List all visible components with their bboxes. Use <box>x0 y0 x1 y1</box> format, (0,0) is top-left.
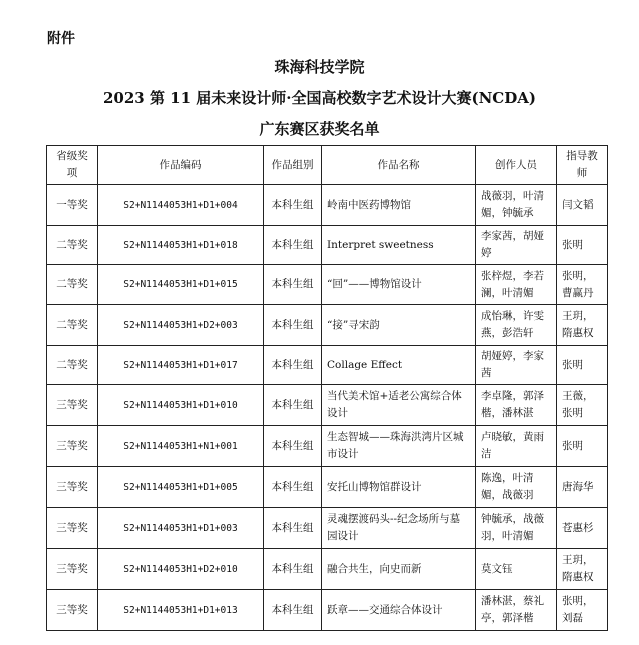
group-cell: 本科生组 <box>264 185 322 226</box>
award-cell: 三等奖 <box>47 549 98 590</box>
code-cell: S2+N1144053H1+D2+003 <box>98 305 264 346</box>
creators-cell: 胡娅婷，李家茜 <box>476 346 557 385</box>
creators-cell: 李卓隆，郭泽楷，潘林湛 <box>476 385 557 426</box>
creators-cell: 李家茜，胡娅婷 <box>476 226 557 265</box>
school-title: 珠海科技学院 <box>274 58 365 76</box>
group-cell: 本科生组 <box>264 426 322 467</box>
code-cell: S2+N1144053H1+N1+001 <box>98 426 264 467</box>
work-name-cell: 跃章——交通综合体设计 <box>322 590 476 631</box>
creators-cell: 钟毓承，战薇羽，叶清媚 <box>476 508 557 549</box>
table-row <box>47 265 608 305</box>
award-cell: 三等奖 <box>47 426 98 467</box>
creators-cell: 潘林湛，蔡礼亭，郭泽楷 <box>476 590 557 631</box>
table-row <box>47 549 608 590</box>
code-cell: S2+N1144053H1+D1+015 <box>98 265 264 305</box>
table-header-row <box>47 146 608 185</box>
header-advisor: 指导教师 <box>557 146 608 185</box>
work-name-cell: 生态智城——珠海洪湾片区城市设计 <box>322 426 476 467</box>
advisor-cell: 苍惠杉 <box>557 508 608 549</box>
advisor-cell: 张明 <box>557 426 608 467</box>
group-cell: 本科生组 <box>264 467 322 508</box>
creators-cell: 卢晓敏，黄雨洁 <box>476 426 557 467</box>
advisor-cell: 张明 <box>557 346 608 385</box>
table-row <box>47 385 608 426</box>
work-name-cell: 融合共生，向史而新 <box>322 549 476 590</box>
header-work-name: 作品名称 <box>322 146 476 185</box>
attachment-label: 附件 <box>47 31 75 47</box>
creators-cell: 成怡琳，许雯燕，彭浩轩 <box>476 305 557 346</box>
group-cell: 本科生组 <box>264 385 322 426</box>
table-row <box>47 467 608 508</box>
header-award: 省级奖项 <box>47 146 98 185</box>
code-cell: S2+N1144053H1+D1+018 <box>98 226 264 265</box>
table-row <box>47 508 608 549</box>
group-cell: 本科生组 <box>264 346 322 385</box>
group-cell: 本科生组 <box>264 508 322 549</box>
advisor-cell: 王玥，隋惠权 <box>557 305 608 346</box>
table-row <box>47 305 608 346</box>
group-cell: 本科生组 <box>264 226 322 265</box>
award-cell: 二等奖 <box>47 226 98 265</box>
award-cell: 二等奖 <box>47 265 98 305</box>
award-cell: 三等奖 <box>47 508 98 549</box>
header-group: 作品组别 <box>264 146 322 185</box>
award-cell: 一等奖 <box>47 185 98 226</box>
advisor-cell: 张明，曹赢丹 <box>557 265 608 305</box>
group-cell: 本科生组 <box>264 549 322 590</box>
code-cell: S2+N1144053H1+D1+004 <box>98 185 264 226</box>
group-cell: 本科生组 <box>264 305 322 346</box>
code-cell: S2+N1144053H1+D1+003 <box>98 508 264 549</box>
header-creators: 创作人员 <box>476 146 557 185</box>
code-cell: S2+N1144053H1+D1+017 <box>98 346 264 385</box>
work-name-cell: 岭南中医药博物馆 <box>322 185 476 226</box>
work-name-cell: 当代美术馆+适老公寓综合体设计 <box>322 385 476 426</box>
award-cell: 二等奖 <box>47 346 98 385</box>
award-cell: 三等奖 <box>47 467 98 508</box>
code-cell: S2+N1144053H1+D2+010 <box>98 549 264 590</box>
creators-cell: 陈逸，叶清媚，战薇羽 <box>476 467 557 508</box>
table-row <box>47 226 608 265</box>
work-name-cell: “回”——博物馆设计 <box>322 265 476 305</box>
table-row <box>47 590 608 631</box>
table-body <box>47 185 608 631</box>
advisor-cell: 张明，刘磊 <box>557 590 608 631</box>
creators-cell: 莫文钰 <box>476 549 557 590</box>
work-name-cell: Collage Effect <box>322 346 476 385</box>
table-row <box>47 426 608 467</box>
creators-cell: 张梓煜，李若澜，叶清媚 <box>476 265 557 305</box>
creators-cell: 战薇羽，叶清媚，钟毓承 <box>476 185 557 226</box>
code-cell: S2+N1144053H1+D1+010 <box>98 385 264 426</box>
competition-title: 2023 第 11 届未来设计师·全国高校数字艺术设计大赛(NCDA) <box>102 89 536 107</box>
advisor-cell: 张明 <box>557 226 608 265</box>
advisor-cell: 唐海华 <box>557 467 608 508</box>
code-cell: S2+N1144053H1+D1+013 <box>98 590 264 631</box>
advisor-cell: 王玥，隋惠权 <box>557 549 608 590</box>
group-cell: 本科生组 <box>264 590 322 631</box>
work-name-cell: 安托山博物馆群设计 <box>322 467 476 508</box>
award-cell: 二等奖 <box>47 305 98 346</box>
group-cell: 本科生组 <box>264 265 322 305</box>
advisor-cell: 王薇，张明 <box>557 385 608 426</box>
work-name-cell: 灵魂摆渡码头--纪念场所与墓园设计 <box>322 508 476 549</box>
advisor-cell: 闫文韬 <box>557 185 608 226</box>
award-table <box>46 145 608 631</box>
list-title: 广东赛区获奖名单 <box>259 120 380 138</box>
award-cell: 三等奖 <box>47 385 98 426</box>
work-name-cell: Interpret sweetness <box>322 226 476 265</box>
table-row <box>47 185 608 226</box>
header-code: 作品编码 <box>98 146 264 185</box>
award-cell: 三等奖 <box>47 590 98 631</box>
table-row <box>47 346 608 385</box>
work-name-cell: “接”寻宋韵 <box>322 305 476 346</box>
code-cell: S2+N1144053H1+D1+005 <box>98 467 264 508</box>
